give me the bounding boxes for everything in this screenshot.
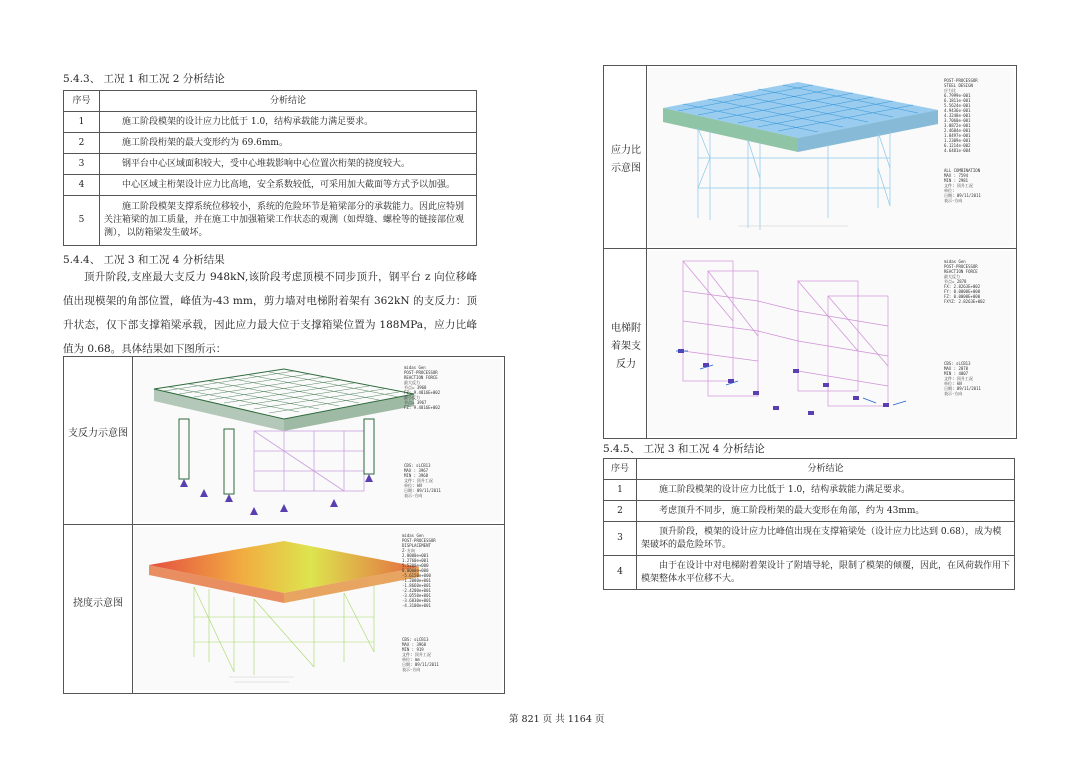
table-row [604,522,1015,556]
legend-line: 2.4684e-001 [944,128,971,133]
row-no: 2 [604,501,637,522]
reaction-force-model-image [134,359,502,522]
legend-line: 日期: 09/11/2011 [944,386,981,391]
table-row [64,112,477,133]
legend-line: POST-PROCESSOR [944,78,978,83]
conclusion-table-543 [63,90,477,246]
legend-line: FXYZ: 2.8263E+002 [944,299,985,304]
legend-line: MAX : 3967 [404,468,429,473]
legend-line: 4.6481e-004 [944,148,971,153]
elevator-reaction-figure [648,251,1014,436]
legend-line: REACTION FORCE [404,375,438,380]
row-no: 3 [64,154,100,175]
legend-line: POST-PROCESSOR [402,538,436,543]
table-row [604,501,1015,522]
legend-line: 单位: [944,188,955,193]
deflection-info [402,637,439,672]
table-header-no: 序号 [604,459,637,480]
elevator-legend [944,259,985,304]
legend-line: 应力比 [944,88,956,93]
legend-line: MAX : 7594 [944,173,969,178]
legend-line: FX: 2.8263E+002 [944,284,981,289]
figure-label-elevator-reaction [608,320,644,374]
legend-line: 4.3248e-001 [944,113,971,118]
legend-line: DISPLACEMENT [402,543,431,548]
table-row [604,556,1015,590]
deflection-legend [402,533,436,608]
legend-line: 1.2309e-001 [944,138,971,143]
row-text: 考虑顶升不同步，施工阶段桁架的最大变形在角部，约为 43mm。 [637,501,1015,522]
deflection-model-image [134,527,502,690]
legend-line: -3.6830e+001 [402,598,431,603]
row-no: 4 [604,556,637,590]
table-header-conclusion: 分析结论 [100,91,477,112]
reaction-legend [404,365,440,410]
legend-line: -1.8660e+001 [402,583,431,588]
legend-line: 表示-方向 [402,667,421,672]
legend-line: 表示-方向 [404,493,423,498]
row-text: 由于在设计中对电梯附着架设计了附墙导轮，限制了模架的倾覆，因此，在风荷载作用下模架整体水平位移不大。 [637,556,1015,590]
row-text: 施工阶段模架的设计应力比低于 1.0，结构承载能力满足要求。 [637,480,1015,501]
legend-line: 5.5200e+000 [402,563,429,568]
table-row [604,480,1015,501]
legend-line: MAX : 2878 [944,366,969,371]
legend-line: MAX : 3968 [402,642,427,647]
section-5-4-5-title: 5.4.5、 工况 3 和工况 4 分析结论 [603,443,765,455]
reaction-force-figure [134,359,502,522]
stress-ratio-figure [648,68,1014,246]
row-no: 4 [64,175,100,196]
legend-line: STEEL DESIGN [944,83,973,88]
legend-line: 日期: 09/11/2011 [944,193,981,198]
legend-line: -4.3100e+001 [402,603,431,608]
stress-legend [944,78,978,153]
figure-label-text: 支反力示意图 [68,428,128,439]
analysis-paragraph [63,265,477,361]
legend-line: 最大反力 [944,274,960,279]
row-text: 顶升阶段，模架的设计应力比峰值出现在支撑箱梁处（设计应力比达到 0.68），成为模架破坏的最危险环节。 [637,522,1015,556]
deflection-figure [134,527,502,690]
legend-line: CBS: sLCB13 [402,637,429,642]
stress-info [944,168,981,203]
legend-line: 表示-方向 [944,198,963,203]
legend-line: 最小反力 [404,395,420,400]
legend-line: 单位: kN [944,381,962,386]
figure-label-text: 应力比示意图 [611,145,641,174]
legend-line: 3.0872e-001 [944,123,971,128]
legend-line: ALL COMBINATION [944,168,981,173]
legend-line: FZ: 9.4816E+002 [404,405,441,410]
legend-line: 1.8497e-001 [944,133,971,138]
legend-line: -2.4200e+001 [402,588,431,593]
legend-line: 6.7999e-001 [944,93,971,98]
legend-line: POST-PROCESSOR [404,370,438,375]
row-text: 施工阶段模架的设计应力比低于 1.0，结构承载能力满足要求。 [100,112,477,133]
row-no: 5 [64,196,100,246]
legend-line: 单位: kN [404,483,422,488]
figure-label-stress-ratio [608,142,644,178]
table-row [64,175,477,196]
left-figure-table [63,356,505,694]
figure-label-deflection [68,595,128,613]
legend-line: 4.9436e-001 [944,108,971,113]
table-row [64,154,477,175]
legend-line: 最大反力 [404,380,420,385]
table-row [64,133,477,154]
legend-line: 1.2760e+001 [402,558,429,563]
elevator-info [944,361,981,396]
legend-line: Z-方向 [402,548,415,553]
paragraph-text: 顶升阶段,支座最大支反力 948kN,该阶段考虑顶模不同步顶升，钢平台 z 向位移峰值出现模架的角部位置，峰值为-43 mm，剪力墙对电梯附着架有 362kN 的支反力：顶升状态，仅下部支撑箱梁承载，因此应力最大位于支撑箱梁位置为 188MPa，应力比峰值为 0.68。具体结果如下图所示： [63,271,477,355]
legend-line: REACTION FORCE [944,269,978,274]
legend-line: -3.0550e+001 [402,593,431,598]
row-no: 2 [64,133,100,154]
figure-label-text: 挠度示意图 [73,598,123,609]
conclusion-table-545 [603,458,1015,590]
legend-line: MIN : 4007 [944,371,969,376]
legend-line: FZ: 9.4816E+002 [404,390,441,395]
legend-line: midas Gen [404,365,426,370]
legend-line: 6.1214e-002 [944,143,971,148]
legend-line: -1.2080e+001 [402,578,431,583]
legend-line: 节点= 3967 [404,400,427,405]
figure-label-text: 电梯附着架支反力 [611,323,641,370]
legend-line: 6.1811e-001 [944,98,971,103]
legend-line: MIN : 919 [402,647,424,652]
row-text: 施工阶段桁架的最大变形约为 69.6mm。 [100,133,477,154]
table-header-conclusion: 分析结论 [637,459,1015,480]
legend-line: 节点= 2878 [944,279,967,284]
legend-line: 3.7060e-001 [944,118,971,123]
legend-line: MIN : 2981 [944,178,969,183]
legend-line: 节点= 3968 [404,385,427,390]
row-text: 中心区域主桁架设计应力比高地，安全系数较低，可采用加大截面等方式予以加强。 [100,175,477,196]
right-figure-table [603,65,1017,439]
row-no: 1 [604,480,637,501]
legend-line: 0.0000e+000 [402,568,429,573]
legend-line: POST-PROCESSOR [944,264,978,269]
section-5-4-4-title: 5.4.4、 工况 3 和工况 4 分析结果 [63,254,225,266]
legend-line: 文件: 顶升工况 [402,652,431,657]
legend-line: 日期: 09/11/2011 [402,662,439,667]
legend-line: 单位: mm [402,657,420,662]
page-footer: 第 821 页 共 1164 页 [509,714,605,725]
legend-line: midas Gen [402,533,424,538]
reaction-info [404,463,441,498]
legend-line: 日期: 09/11/2011 [404,488,441,493]
row-text: 钢平台中心区域面积较大，受中心堆载影响中心位置次桁架的挠度较大。 [100,154,477,175]
table-row [64,196,477,246]
table-header-no: 序号 [64,91,100,112]
row-no: 1 [64,112,100,133]
row-text: 施工阶段模架支撑系统位移较小，系统的危险环节是箱梁部分的承载能力。因此应特别关注箱梁的加工质量，并在施工中加强箱梁工作状态的观测（如焊缝、螺栓等的链接部位观测），以防箱梁发生破坏。 [100,196,477,246]
legend-line: CBS: sLCB13 [404,463,431,468]
legend-line: 文件: 顶升工况 [944,376,973,381]
legend-line: 2.0000e+001 [402,553,429,558]
section-5-4-3-title: 5.4.3、 工况 1 和工况 2 分析结论 [63,73,225,85]
legend-line: 5.5624e-001 [944,103,971,108]
row-no: 3 [604,522,637,556]
legend-line: 文件: 顶升工况 [404,478,433,483]
legend-line: FY: 0.0000E+000 [944,289,981,294]
figure-label-reaction [68,425,128,443]
legend-line: CBS: sLCB13 [944,361,971,366]
legend-line: FZ: 0.0000E+000 [944,294,981,299]
legend-line: midas Gen [944,259,966,264]
legend-line: 表示-方向 [944,391,963,396]
legend-line: MIN : 3968 [404,473,429,478]
legend-line: 文件: 顶升工况 [944,183,973,188]
legend-line: -5.6150e+000 [402,573,431,578]
